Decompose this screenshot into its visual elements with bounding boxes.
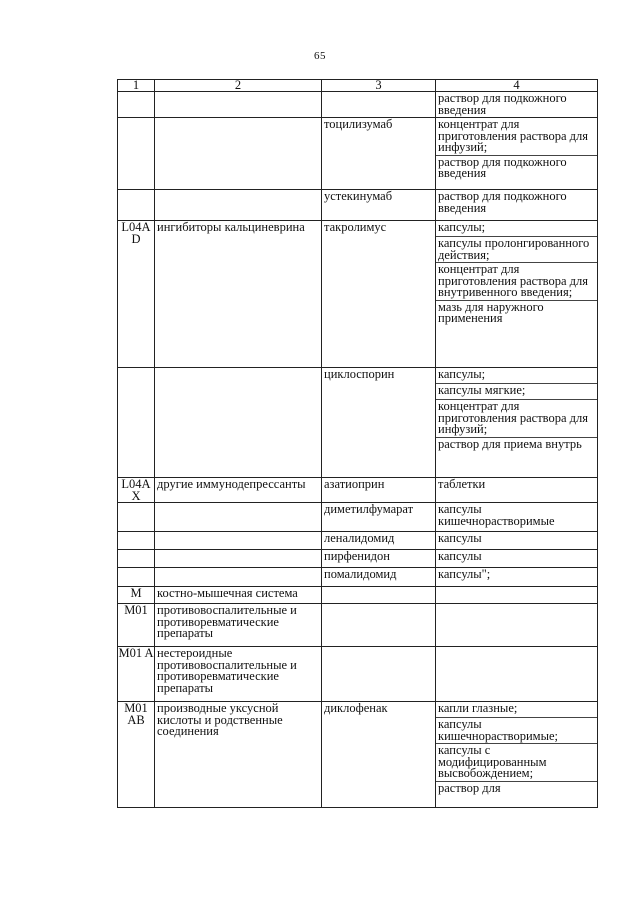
dosage-form-entry <box>436 587 597 602</box>
dosage-forms-cell <box>436 647 598 702</box>
group-name-cell <box>155 568 322 587</box>
table-row <box>118 532 598 550</box>
dosage-forms-cell <box>436 92 598 118</box>
group-name-cell: производные уксусной кислоты и родственные соединения <box>155 702 322 808</box>
atc-code-cell: M01 AB <box>118 702 155 808</box>
drug-name-cell: тоцилизумаб <box>322 118 436 190</box>
dosage-form-entry: раствор для приема внутрь <box>436 437 597 453</box>
group-name-cell <box>155 503 322 532</box>
atc-code-cell <box>118 92 155 118</box>
atc-code-cell <box>118 190 155 221</box>
header-col-2: 2 <box>155 80 322 92</box>
atc-code-cell: M01 <box>118 604 155 647</box>
drug-name-cell: азатиоприн <box>322 478 436 503</box>
dosage-form-entry: раствор для подкожного введения <box>436 155 597 181</box>
atc-code-cell: M01 A <box>118 647 155 702</box>
table-row <box>118 550 598 568</box>
table-row <box>118 118 598 190</box>
table-row <box>118 587 598 604</box>
dosage-form-entry <box>436 647 597 662</box>
table-row <box>118 478 598 503</box>
dosage-form-entry: таблетки <box>438 477 486 491</box>
group-name-cell: костно-мышечная система <box>155 587 322 604</box>
dosage-forms-cell <box>436 532 598 550</box>
group-name-cell: противовоспалительные и противоревматические препараты <box>155 604 322 647</box>
dosage-form-entry: концентрат для приготовления раствора для инфузий; <box>438 117 588 154</box>
table-row <box>118 604 598 647</box>
group-name-cell: ингибиторы кальциневрина <box>155 221 322 368</box>
drug-name-cell: помалидомид <box>322 568 436 587</box>
dosage-forms-cell <box>436 550 598 568</box>
dosage-form-entry: раствор для <box>436 781 597 797</box>
drug-name-cell: пирфенидон <box>322 550 436 568</box>
drug-name-cell: диклофенак <box>322 702 436 808</box>
table-row <box>118 92 598 118</box>
drug-name-cell: такролимус <box>322 221 436 368</box>
header-col-1: 1 <box>118 80 155 92</box>
group-name-cell: другие иммунодепрессанты <box>155 478 322 503</box>
dosage-forms-cell <box>436 503 598 532</box>
group-name-cell <box>155 532 322 550</box>
dosage-form-entry: капсулы; <box>438 220 486 234</box>
dosage-form-entry: капсулы <box>438 549 482 563</box>
dosage-form-entry: капли глазные; <box>438 701 518 715</box>
atc-code-cell: L04A X <box>118 478 155 503</box>
drug-name-cell <box>322 92 436 118</box>
dosage-forms-cell <box>436 604 598 647</box>
atc-code-cell <box>118 368 155 478</box>
group-name-cell <box>155 368 322 478</box>
drug-name-cell: диметилфумарат <box>322 503 436 532</box>
atc-code-cell: L04A D <box>118 221 155 368</box>
drug-name-cell: устекинумаб <box>322 190 436 221</box>
dosage-form-entry: капсулы"; <box>438 567 491 581</box>
table-row <box>118 368 598 478</box>
dosage-form-entry: капсулы; <box>438 367 486 381</box>
drug-name-cell: циклоспорин <box>322 368 436 478</box>
drug-classification-table <box>117 79 598 808</box>
dosage-forms-cell <box>436 190 598 221</box>
dosage-form-entry: раствор для подкожного введения <box>438 189 567 215</box>
atc-code-cell <box>118 550 155 568</box>
table-header-row <box>118 80 598 92</box>
dosage-forms-cell <box>436 587 598 604</box>
dosage-form-entry: капсулы <box>438 531 482 545</box>
table-row <box>118 647 598 702</box>
group-name-cell <box>155 550 322 568</box>
group-name-cell <box>155 92 322 118</box>
dosage-form-entry: капсулы мягкие; <box>436 383 597 399</box>
atc-code-cell <box>118 532 155 550</box>
header-col-4: 4 <box>436 80 598 92</box>
dosage-form-entry: капсулы кишечнорастворимые <box>438 502 555 528</box>
dosage-forms-cell <box>436 478 598 503</box>
table-row <box>118 702 598 808</box>
table-row <box>118 503 598 532</box>
group-name-cell: нестероидные противовоспалительные и противоревматические препараты <box>155 647 322 702</box>
dosage-form-entry: капсулы с модифицированным высвобождением; <box>436 743 597 781</box>
atc-code-cell <box>118 118 155 190</box>
dosage-form-entry: мазь для наружного применения <box>436 300 597 326</box>
dosage-form-entry <box>436 604 597 619</box>
table-row <box>118 221 598 368</box>
dosage-form-entry: капсулы пролонгированного действия; <box>436 236 597 262</box>
dosage-form-entry: концентрат для приготовления раствора для инфузий; <box>436 399 597 437</box>
page-number: 65 <box>314 50 326 62</box>
dosage-forms-cell <box>436 118 598 190</box>
drug-name-cell: леналидомид <box>322 532 436 550</box>
dosage-form-entry: раствор для подкожного введения <box>438 91 567 117</box>
table-row <box>118 568 598 587</box>
dosage-forms-cell <box>436 221 598 368</box>
dosage-form-entry: капсулы кишечнорастворимые; <box>436 717 597 743</box>
header-col-3: 3 <box>322 80 436 92</box>
drug-name-cell <box>322 604 436 647</box>
dosage-form-entry: концентрат для приготовления раствора для внутривенного введения; <box>436 262 597 300</box>
table-row <box>118 190 598 221</box>
dosage-forms-cell <box>436 702 598 808</box>
drug-name-cell <box>322 647 436 702</box>
atc-code-cell <box>118 503 155 532</box>
dosage-forms-cell <box>436 568 598 587</box>
atc-code-cell <box>118 568 155 587</box>
atc-code-cell: M <box>118 587 155 604</box>
group-name-cell <box>155 190 322 221</box>
group-name-cell <box>155 118 322 190</box>
dosage-forms-cell <box>436 368 598 478</box>
drug-name-cell <box>322 587 436 604</box>
